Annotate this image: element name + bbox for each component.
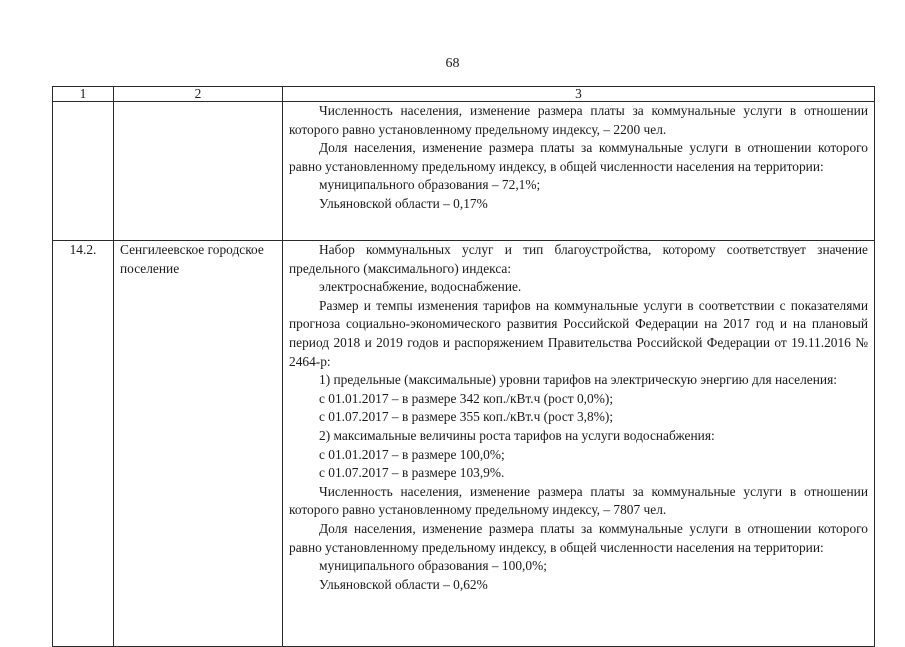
row-number-cell xyxy=(53,102,114,241)
paragraph: с 01.01.2017 – в размере 342 коп./кВт.ч (рост 0,0%); xyxy=(319,390,614,406)
paragraph: Ульяновской области – 0,17% xyxy=(319,195,488,211)
paragraph: 2) максимальные величины роста тарифов на услуги водоснабжения: xyxy=(319,427,715,443)
table-row xyxy=(53,241,875,647)
paragraph: муниципального образования – 100,0%; xyxy=(319,558,547,574)
header-col-1: 1 xyxy=(53,87,114,102)
row-content-cell xyxy=(283,241,875,647)
header-col-3: 3 xyxy=(283,87,875,102)
paragraph: электроснабжение, водоснабжение. xyxy=(319,279,522,295)
table-row xyxy=(53,102,875,241)
row-name-cell: Сенгилеевское городское поселение xyxy=(114,241,283,647)
paragraph: Доля населения, изменение размера платы за коммунальные услуги в отношении которого равно установленному предельному индексу, в общей численности населения на территории: xyxy=(289,520,868,555)
row-content-cell xyxy=(283,102,875,241)
page-number: 68 xyxy=(445,56,460,71)
paragraph: с 01.01.2017 – в размере 100,0%; xyxy=(319,446,505,462)
paragraph: Набор коммунальных услуг и тип благоустройства, которому соответствует значение предельного (максимального) индекса: xyxy=(289,242,868,276)
paragraph: Численность населения, изменение размера платы за коммунальные услуги в отношении которого равно установленному предельному индексу, – 2200 чел. xyxy=(289,103,868,137)
data-table xyxy=(52,86,875,647)
paragraph: Численность населения, изменение размера платы за коммунальные услуги в отношении которого равно установленному предельному индексу, – 7807 чел. xyxy=(289,483,868,518)
row-number-cell: 14.2. xyxy=(53,241,114,647)
paragraph: 1) предельные (максимальные) уровни тарифов на электрическую энергию для населения: xyxy=(319,372,837,388)
paragraph: с 01.07.2017 – в размере 103,9%. xyxy=(319,465,505,481)
paragraph: муниципального образования – 72,1%; xyxy=(319,177,541,193)
paragraph: Ульяновской области – 0,62% xyxy=(319,576,488,592)
paragraph: Доля населения, изменение размера платы за коммунальные услуги в отношении которого равно установленному предельному индексу, в общей численности населения на территории: xyxy=(289,140,868,174)
table-header-row xyxy=(53,87,875,102)
paragraph: с 01.07.2017 – в размере 355 коп./кВт.ч (рост 3,8%); xyxy=(319,409,614,425)
paragraph: Размер и темпы изменения тарифов на коммунальные услуги в соответствии с показателями прогноза социально-экономического развития Российской Федерации на 2017 год и на плановый период 2018 и 2019 годов и распоряжением Правительства Российской Федерации от 19.11.2016 № 2464-р: xyxy=(289,297,868,369)
header-col-2: 2 xyxy=(114,87,283,102)
row-name-cell xyxy=(114,102,283,241)
